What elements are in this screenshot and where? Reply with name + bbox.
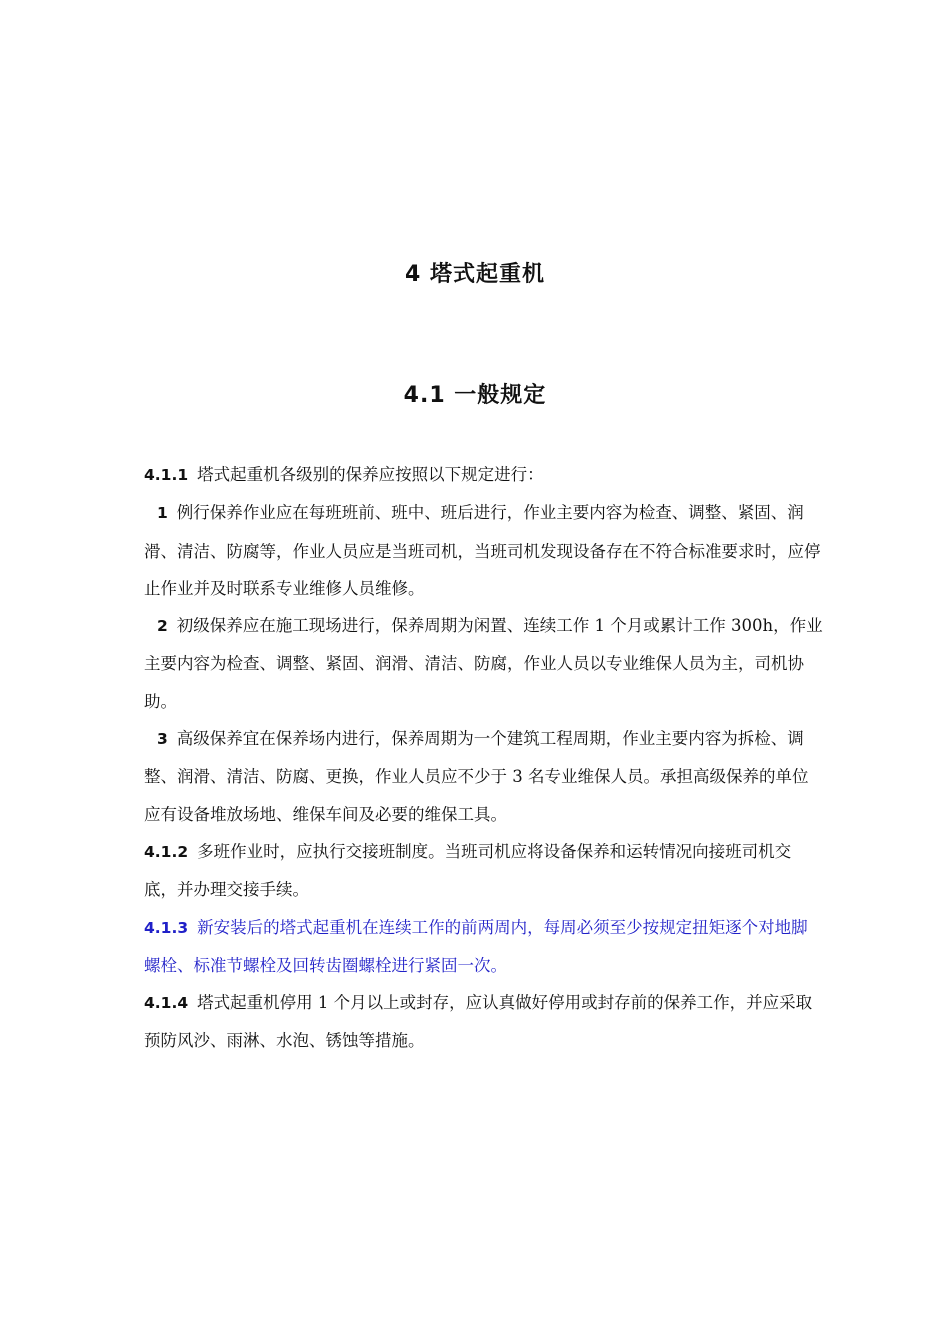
item-text: 例行保养作业应在每班班前、班中、班后进行，作业主要内容为检查、调整、紧固、润滑、清洁、防腐等，作业人员应是当班司机，当班司机发现设备存在不符合标准要求时，应停止作业并及时联系专业维修人员维修。	[144, 503, 821, 598]
body-text	[144, 456, 824, 1060]
chapter-title: 4 塔式起重机	[405, 262, 545, 287]
clause-4-1-2	[144, 833, 824, 909]
item-text: 高级保养宜在保养场内进行，保养周期为一个建筑工程周期，作业主要内容为拆检、调整、润滑、清洁、防腐、更换，作业人员应不少于 3 名专业维保人员。承担高级保养的单位应有设备堆放场地、维保车间及必要的维保工具。	[144, 729, 809, 824]
clause-text: 多班作业时，应执行交接班制度。当班司机应将设备保养和运转情况向接班司机交底，并办理交接手续。	[144, 841, 792, 900]
item-1	[144, 494, 824, 607]
clause-number: 4.1.3	[144, 918, 189, 937]
clause-number: 4.1.1	[144, 466, 189, 484]
item-text: 初级保养应在施工现场进行，保养周期为闲置、连续工作 1 个月或累计工作 300h，作业主要内容为检查、调整、紧固、润滑、清洁、防腐，作业人员以专业维保人员为主，司机协助。	[144, 616, 823, 711]
section-title: 4.1 一般规定	[403, 383, 547, 408]
clause-text: 塔式起重机停用 1 个月以上或封存，应认真做好停用或封存前的保养工作，并应采取预防风沙、雨淋、水泡、锈蚀等措施。	[144, 993, 813, 1051]
clause-text: 塔式起重机各级别的保养应按照以下规定进行：	[197, 465, 544, 484]
item-2	[144, 607, 824, 720]
clause-number: 4.1.4	[144, 994, 189, 1013]
clause-4-1-4	[144, 984, 824, 1060]
clause-text: 新安装后的塔式起重机在连续工作的前两周内，每周必须至少按规定扭矩逐个对地脚螺栓、标准节螺栓及回转齿圈螺栓进行紧固一次。	[144, 917, 808, 975]
clause-4-1-1	[144, 456, 824, 494]
item-number: 3	[157, 730, 168, 749]
item-number: 2	[157, 617, 168, 636]
item-number: 1	[157, 504, 168, 523]
clause-4-1-3	[144, 909, 824, 985]
item-3	[144, 720, 824, 833]
clause-number: 4.1.2	[144, 842, 189, 861]
